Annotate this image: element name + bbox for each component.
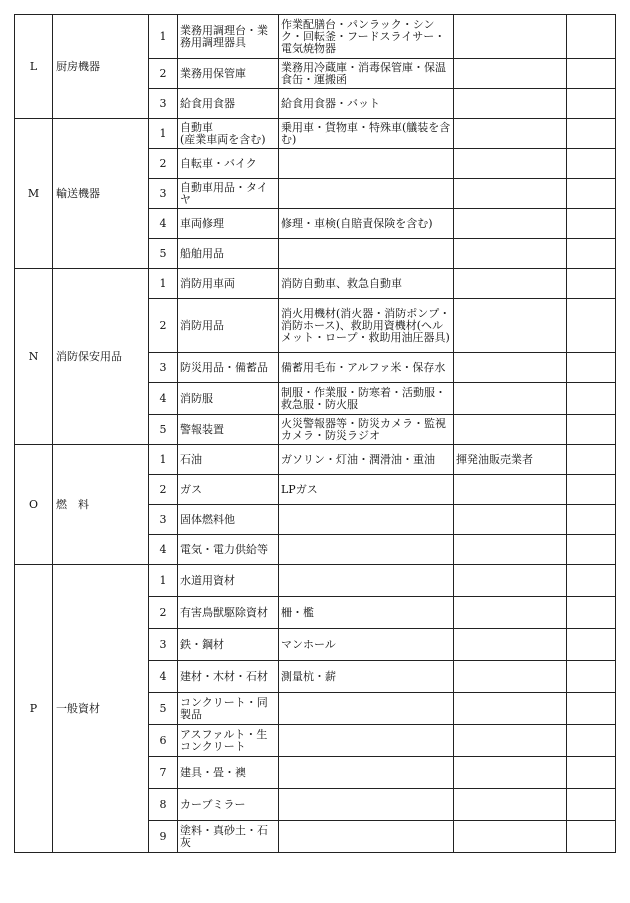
item-number: 4 (149, 661, 178, 693)
item-number: 8 (149, 789, 178, 821)
empty-cell (567, 179, 616, 209)
empty-cell (567, 505, 616, 535)
empty-cell (567, 89, 616, 119)
category-name: 燃 料 (53, 445, 149, 565)
item-number: 5 (149, 415, 178, 445)
empty-cell (567, 821, 616, 853)
item-description (279, 725, 454, 757)
item-note (454, 821, 567, 853)
item-number: 1 (149, 269, 178, 299)
empty-cell (567, 15, 616, 59)
category-table (14, 14, 616, 853)
table-row (15, 565, 616, 597)
item-note (454, 693, 567, 725)
item-number: 6 (149, 725, 178, 757)
item-name: 業務用保管庫 (178, 59, 279, 89)
table-row (15, 269, 616, 299)
item-number: 2 (149, 597, 178, 629)
item-name: 自転車・バイク (178, 149, 279, 179)
item-number: 2 (149, 59, 178, 89)
empty-cell (567, 269, 616, 299)
item-note (454, 661, 567, 693)
item-description: 作業配膳台・パンラック・シンク・回転釜・フードスライサー・電気焼物器 (279, 15, 454, 59)
item-name: 警報装置 (178, 415, 279, 445)
item-name: 業務用調理台・業務用調理器具 (178, 15, 279, 59)
item-number: 3 (149, 505, 178, 535)
item-name: 建材・木材・石材 (178, 661, 279, 693)
item-description (279, 693, 454, 725)
table-row (15, 15, 616, 59)
item-note (454, 209, 567, 239)
item-note (454, 789, 567, 821)
item-description (279, 789, 454, 821)
item-name: 鉄・鋼材 (178, 629, 279, 661)
empty-cell (567, 353, 616, 383)
item-number: 5 (149, 693, 178, 725)
item-note (454, 299, 567, 353)
item-number: 4 (149, 209, 178, 239)
item-description: 消防自動車、救急自動車 (279, 269, 454, 299)
item-name: カーブミラー (178, 789, 279, 821)
table-row (15, 445, 616, 475)
empty-cell (567, 757, 616, 789)
item-number: 9 (149, 821, 178, 853)
table-row (15, 119, 616, 149)
item-number: 4 (149, 383, 178, 415)
category-name: 厨房機器 (53, 15, 149, 119)
item-note (454, 89, 567, 119)
empty-cell (567, 445, 616, 475)
item-name: 自動車 (産業車両を含む) (178, 119, 279, 149)
item-name: 建具・畳・襖 (178, 757, 279, 789)
item-description: 乗用車・貨物車・特殊車(艤装を含む) (279, 119, 454, 149)
item-note (454, 535, 567, 565)
empty-cell (567, 693, 616, 725)
item-name: 有害鳥獣駆除資材 (178, 597, 279, 629)
item-name: 電気・電力供給等 (178, 535, 279, 565)
item-name: 塗料・真砂土・石灰 (178, 821, 279, 853)
category-name: 消防保安用品 (53, 269, 149, 445)
item-description: 測量杭・薪 (279, 661, 454, 693)
item-description (279, 239, 454, 269)
empty-cell (567, 597, 616, 629)
item-description (279, 757, 454, 789)
item-description: 消火用機材(消火器・消防ポンプ・消防ホース)、救助用資機材(ヘルメット・ロープ・救助用油圧器具) (279, 299, 454, 353)
item-number: 5 (149, 239, 178, 269)
empty-cell (567, 119, 616, 149)
item-name: ガス (178, 475, 279, 505)
item-description (279, 179, 454, 209)
empty-cell (567, 475, 616, 505)
category-code: O (15, 445, 53, 565)
empty-cell (567, 629, 616, 661)
item-note (454, 239, 567, 269)
item-note (454, 757, 567, 789)
item-note (454, 597, 567, 629)
item-note (454, 725, 567, 757)
item-description (279, 535, 454, 565)
item-note (454, 179, 567, 209)
empty-cell (567, 789, 616, 821)
item-number: 7 (149, 757, 178, 789)
item-description: 業務用冷蔵庫・消毒保管庫・保温食缶・運搬函 (279, 59, 454, 89)
item-description: 柵・檻 (279, 597, 454, 629)
empty-cell (567, 565, 616, 597)
item-name: 消防用品 (178, 299, 279, 353)
empty-cell (567, 209, 616, 239)
item-description: LPガス (279, 475, 454, 505)
item-name: 車両修理 (178, 209, 279, 239)
item-description: 備蓄用毛布・アルファ米・保存水 (279, 353, 454, 383)
item-description: 火災警報器等・防災カメラ・監視カメラ・防災ラジオ (279, 415, 454, 445)
item-description (279, 505, 454, 535)
empty-cell (567, 239, 616, 269)
item-name: 水道用資材 (178, 565, 279, 597)
empty-cell (567, 661, 616, 693)
category-code: N (15, 269, 53, 445)
category-name: 輸送機器 (53, 119, 149, 269)
empty-cell (567, 149, 616, 179)
item-description: 制服・作業服・防寒着・活動服・救急服・防火服 (279, 383, 454, 415)
empty-cell (567, 383, 616, 415)
item-number: 1 (149, 445, 178, 475)
item-name: 船舶用品 (178, 239, 279, 269)
item-number: 2 (149, 299, 178, 353)
item-note (454, 505, 567, 535)
item-note (454, 15, 567, 59)
empty-cell (567, 299, 616, 353)
item-description: マンホール (279, 629, 454, 661)
item-note (454, 149, 567, 179)
category-code: P (15, 565, 53, 853)
item-number: 3 (149, 629, 178, 661)
item-description: 修理・車検(自賠責保険を含む) (279, 209, 454, 239)
item-note (454, 415, 567, 445)
item-note (454, 353, 567, 383)
item-number: 2 (149, 149, 178, 179)
item-description: 給食用食器・バット (279, 89, 454, 119)
category-code: L (15, 15, 53, 119)
item-number: 4 (149, 535, 178, 565)
empty-cell (567, 535, 616, 565)
item-number: 3 (149, 89, 178, 119)
item-name: 消防服 (178, 383, 279, 415)
item-note (454, 59, 567, 89)
item-name: 消防用車両 (178, 269, 279, 299)
item-number: 3 (149, 353, 178, 383)
item-name: コンクリート・同製品 (178, 693, 279, 725)
item-note (454, 119, 567, 149)
item-name: 固体燃料他 (178, 505, 279, 535)
category-code: M (15, 119, 53, 269)
item-number: 3 (149, 179, 178, 209)
category-name: 一般資材 (53, 565, 149, 853)
item-number: 1 (149, 565, 178, 597)
item-name: 自動車用品・タイヤ (178, 179, 279, 209)
item-name: 石油 (178, 445, 279, 475)
item-number: 2 (149, 475, 178, 505)
item-name: 給食用食器 (178, 89, 279, 119)
empty-cell (567, 59, 616, 89)
item-note (454, 565, 567, 597)
item-note: 揮発油販売業者 (454, 445, 567, 475)
item-name: アスファルト・生コンクリート (178, 725, 279, 757)
item-description (279, 149, 454, 179)
item-description (279, 565, 454, 597)
item-number: 1 (149, 15, 178, 59)
item-description: ガソリン・灯油・潤滑油・重油 (279, 445, 454, 475)
item-note (454, 383, 567, 415)
item-description (279, 821, 454, 853)
item-number: 1 (149, 119, 178, 149)
empty-cell (567, 415, 616, 445)
item-name: 防災用品・備蓄品 (178, 353, 279, 383)
item-note (454, 269, 567, 299)
item-note (454, 629, 567, 661)
empty-cell (567, 725, 616, 757)
item-note (454, 475, 567, 505)
